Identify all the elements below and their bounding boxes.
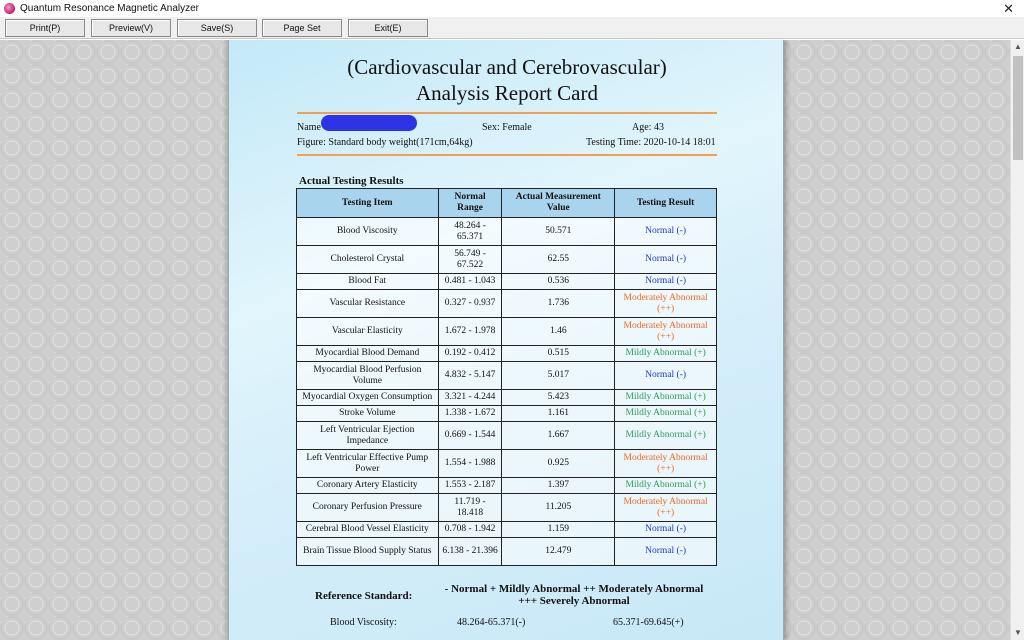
reference-row-normal: 48.264-65.371(-) xyxy=(457,617,526,628)
cell-testing-result: Mildly Abnormal (+) xyxy=(615,478,717,494)
name-label: Name xyxy=(297,122,321,133)
cell-normal-range: 0.481 - 1.043 xyxy=(438,274,502,290)
page-set-button[interactable]: Page Set xyxy=(262,19,342,37)
cell-normal-range: 6.138 - 21.396 xyxy=(438,538,502,566)
table-row xyxy=(297,318,717,346)
cell-actual-value: 1.736 xyxy=(502,290,615,318)
table-row xyxy=(297,538,717,566)
cell-testing-result: Mildly Abnormal (+) xyxy=(615,406,717,422)
header-testing-result: Testing Result xyxy=(615,189,717,218)
table-row xyxy=(297,274,717,290)
report-title xyxy=(229,54,785,106)
cell-testing-result: Mildly Abnormal (+) xyxy=(615,422,717,450)
cell-actual-value: 1.667 xyxy=(502,422,615,450)
cell-normal-range: 11.719 - 18.418 xyxy=(438,494,502,522)
preview-viewport xyxy=(0,40,1010,640)
cell-testing-item: Coronary Perfusion Pressure xyxy=(297,494,439,522)
save-button[interactable]: Save(S) xyxy=(177,19,257,37)
scroll-thumb[interactable] xyxy=(1013,56,1023,160)
reference-row-item: Blood Viscosity: xyxy=(330,617,397,628)
cell-testing-result: Normal (-) xyxy=(615,246,717,274)
close-icon[interactable]: ✕ xyxy=(1003,1,1014,16)
exit-button[interactable]: Exit(E) xyxy=(348,19,428,37)
cell-normal-range: 3.321 - 4.244 xyxy=(438,390,502,406)
header-normal-range: Normal Range xyxy=(438,189,502,218)
cell-testing-item: Stroke Volume xyxy=(297,406,439,422)
cell-testing-result: Normal (-) xyxy=(615,522,717,538)
age-field: Age: 43 xyxy=(632,122,664,133)
cell-testing-result: Normal (-) xyxy=(615,218,717,246)
cell-testing-result: Moderately Abnormal (++) xyxy=(615,494,717,522)
reference-legend-line2: +++ Severely Abnormal xyxy=(518,595,630,607)
cell-testing-item: Cerebral Blood Vessel Elasticity xyxy=(297,522,439,538)
cell-testing-result: Moderately Abnormal (++) xyxy=(615,450,717,478)
cell-testing-item: Blood Fat xyxy=(297,274,439,290)
table-row xyxy=(297,494,717,522)
cell-normal-range: 0.327 - 0.937 xyxy=(438,290,502,318)
app-logo-icon xyxy=(4,3,15,14)
reference-legend xyxy=(429,583,719,607)
cell-testing-result: Mildly Abnormal (+) xyxy=(615,346,717,362)
cell-testing-item: Left Ventricular Ejection Impedance xyxy=(297,422,439,450)
cell-testing-result: Moderately Abnormal (++) xyxy=(615,290,717,318)
cell-actual-value: 1.397 xyxy=(502,478,615,494)
cell-actual-value: 0.536 xyxy=(502,274,615,290)
toolbar xyxy=(0,17,1024,39)
testing-time-field: Testing Time: 2020-10-14 18:01 xyxy=(586,137,716,148)
vertical-scrollbar[interactable] xyxy=(1010,40,1024,640)
print-button[interactable]: Print(P) xyxy=(5,19,85,37)
cell-normal-range: 1.554 - 1.988 xyxy=(438,450,502,478)
cell-normal-range: 4.832 - 5.147 xyxy=(438,362,502,390)
cell-actual-value: 62.55 xyxy=(502,246,615,274)
cell-actual-value: 0.925 xyxy=(502,450,615,478)
report-page xyxy=(228,40,784,640)
table-row xyxy=(297,422,717,450)
cell-actual-value: 5.017 xyxy=(502,362,615,390)
table-row xyxy=(297,450,717,478)
cell-normal-range: 0.669 - 1.544 xyxy=(438,422,502,450)
cell-testing-result: Moderately Abnormal (++) xyxy=(615,318,717,346)
cell-testing-item: Blood Viscosity xyxy=(297,218,439,246)
cell-actual-value: 0.515 xyxy=(502,346,615,362)
cell-actual-value: 1.161 xyxy=(502,406,615,422)
cell-testing-result: Normal (-) xyxy=(615,538,717,566)
cell-testing-item: Brain Tissue Blood Supply Status xyxy=(297,538,439,566)
cell-normal-range: 0.708 - 1.942 xyxy=(438,522,502,538)
divider-top xyxy=(297,112,717,114)
cell-testing-item: Coronary Artery Elasticity xyxy=(297,478,439,494)
cell-normal-range: 48.264 - 65.371 xyxy=(438,218,502,246)
header-testing-item: Testing Item xyxy=(297,189,439,218)
table-row xyxy=(297,290,717,318)
cell-testing-item: Vascular Resistance xyxy=(297,290,439,318)
table-row xyxy=(297,246,717,274)
cell-testing-item: Vascular Elasticity xyxy=(297,318,439,346)
figure-field: Figure: Standard body weight(171cm,64kg) xyxy=(297,137,473,148)
cell-testing-item: Myocardial Oxygen Consumption xyxy=(297,390,439,406)
table-row xyxy=(297,346,717,362)
report-title-line2: Analysis Report Card xyxy=(416,81,598,105)
redacted-name xyxy=(321,115,417,131)
cell-normal-range: 1.672 - 1.978 xyxy=(438,318,502,346)
cell-actual-value: 12.479 xyxy=(502,538,615,566)
divider-bottom xyxy=(297,154,717,156)
table-row xyxy=(297,362,717,390)
cell-actual-value: 50.571 xyxy=(502,218,615,246)
cell-testing-item: Left Ventricular Effective Pump Power xyxy=(297,450,439,478)
header-actual-value: Actual Measurement Value xyxy=(502,189,615,218)
cell-testing-result: Mildly Abnormal (+) xyxy=(615,390,717,406)
window-title: Quantum Resonance Magnetic Analyzer xyxy=(20,3,199,14)
cell-testing-item: Myocardial Blood Demand xyxy=(297,346,439,362)
table-row xyxy=(297,218,717,246)
cell-actual-value: 11.205 xyxy=(502,494,615,522)
results-table xyxy=(296,188,717,566)
scroll-down-icon[interactable]: ▼ xyxy=(1014,628,1022,637)
results-section-title: Actual Testing Results xyxy=(299,175,404,187)
table-row xyxy=(297,478,717,494)
table-row xyxy=(297,390,717,406)
cell-normal-range: 1.338 - 1.672 xyxy=(438,406,502,422)
cell-normal-range: 56.749 - 67.522 xyxy=(438,246,502,274)
cell-testing-result: Normal (-) xyxy=(615,362,717,390)
cell-actual-value: 1.159 xyxy=(502,522,615,538)
results-table-body xyxy=(297,218,717,566)
report-title-line1: (Cardiovascular and Cerebrovascular) xyxy=(347,55,667,79)
preview-button[interactable]: Preview(V) xyxy=(91,19,171,37)
reference-label: Reference Standard: xyxy=(315,590,413,602)
table-row xyxy=(297,522,717,538)
cell-testing-item: Cholesterol Crystal xyxy=(297,246,439,274)
table-row xyxy=(297,406,717,422)
reference-legend-line1: - Normal + Mildly Abnormal ++ Moderately Abnormal xyxy=(444,583,704,595)
cell-normal-range: 1.553 - 2.187 xyxy=(438,478,502,494)
cell-actual-value: 5.423 xyxy=(502,390,615,406)
cell-testing-result: Normal (-) xyxy=(615,274,717,290)
title-bar xyxy=(0,0,1024,17)
cell-normal-range: 0.192 - 0.412 xyxy=(438,346,502,362)
table-header-row xyxy=(297,189,717,218)
reference-row-mild: 65.371-69.645(+) xyxy=(613,617,684,628)
cell-actual-value: 1.46 xyxy=(502,318,615,346)
sex-field: Sex: Female xyxy=(482,122,532,133)
cell-testing-item: Myocardial Blood Perfusion Volume xyxy=(297,362,439,390)
scroll-up-icon[interactable]: ▲ xyxy=(1014,42,1022,51)
